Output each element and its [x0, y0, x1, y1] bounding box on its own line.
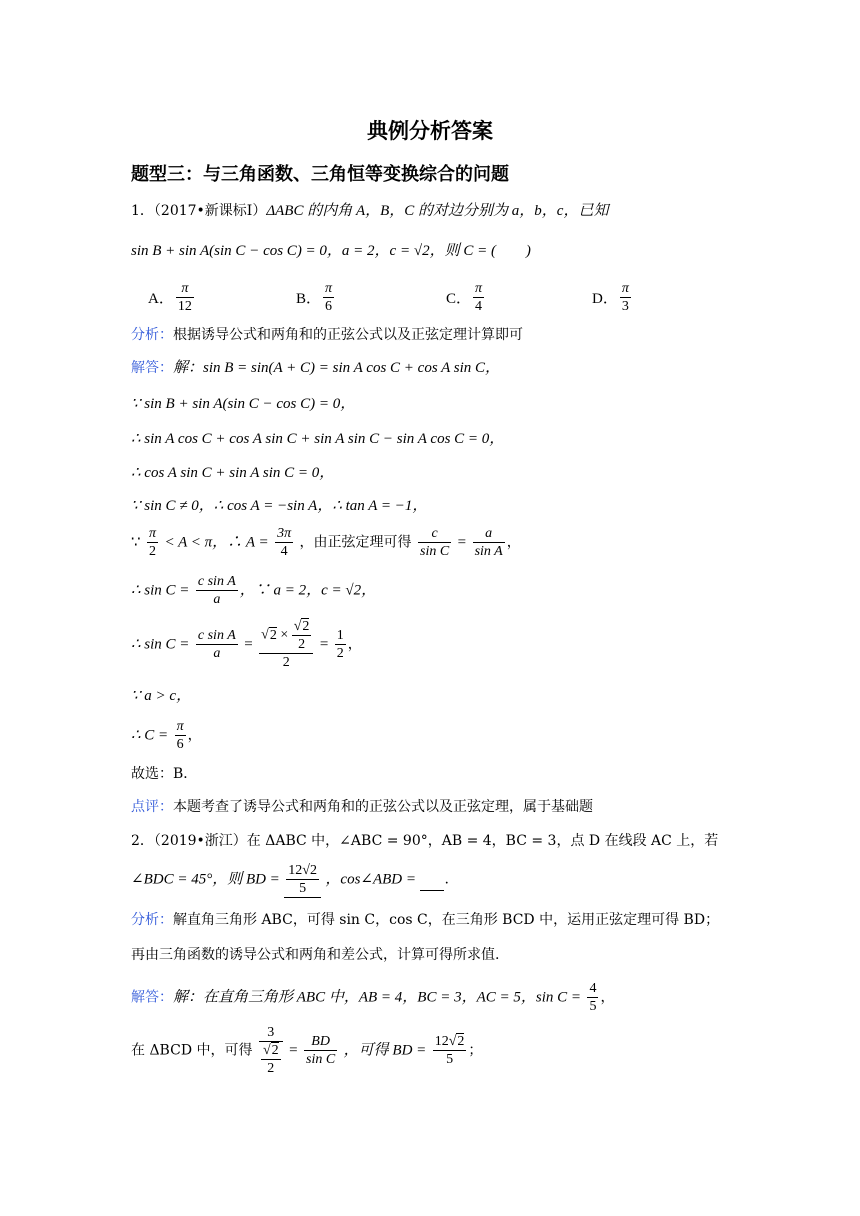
q1-comment: 点评：本题考查了诱导公式和两角和的正弦公式以及正弦定理，属于基础题: [131, 799, 593, 815]
q1-option-d[interactable]: D． $\frac{\pi}{3}$: [592, 281, 629, 314]
q1-stem-line1: [131, 201, 608, 221]
q2-blank: [420, 870, 444, 891]
q1-number: 1．（2017•新课标Ⅰ）: [131, 203, 267, 219]
q2-stem-line1: 2．（2019•浙江）在 ΔABC 中，∠ABC = 90°，AB = 4，BC = 3，点 D 在线段 AC 上，若: [131, 833, 719, 849]
q2-analysis-2: 再由三角函数的诱导公式和两角和差公式，计算可得所求值.: [131, 947, 500, 963]
q1-option-c[interactable]: C． $\frac{\pi}{4}$: [446, 281, 483, 314]
q1-stem-a: ΔABC 的内角 A，B，C 的对边分别为 a，b，c，已知: [266, 203, 609, 219]
q1-solution-step-10: ∴ C = $\frac{\pi}{6}$ ，: [131, 719, 202, 752]
answer-tag: 解答：: [131, 989, 173, 1006]
q2-solution-step-1: 解答：解：在直角三角形 ABC 中，AB = 4，BC = 3，AC = 5，sin C = $\frac{4}{5}$ ，: [131, 981, 615, 1014]
q1-solution-step-7: ∴ sin C = $\frac{\text{c sin A}}{a}$ ，∵ a = 2，c = √2，: [131, 574, 377, 607]
q1-option-b[interactable]: B． $\frac{\pi}{6}$: [296, 281, 333, 314]
analysis-tag: 分析：: [131, 327, 173, 343]
q1-stem-line2: sin B + sin A(sin C − cos C) = 0，a = 2，c = √2，则 C = ( ): [131, 243, 531, 259]
q2-solution-step-2: 在 ΔBCD 中，可得 $\frac{3}{\frac{√2}{2}}$ = $\frac{BD}{\text{sin C}}$ ，可得 BD = $\frac{12√2}{5}$ ；: [131, 1025, 483, 1076]
q1-solution-step-3: ∴ sin A cos C + cos A sin C + sin A sin C − sin A cos C = 0，: [131, 431, 505, 447]
q1-solution-step-8: ∴ sin C = $\frac{\text{c sin A}}{a}$ = √2 × $\frac{√2}{2}$ 2 = $\frac{1}{2}$ ，: [131, 619, 362, 670]
q2-bd-answer-num: 12√2: [288, 863, 317, 878]
q2-stem-line2: ∠BDC = 45°，则 BD = $\frac{12√2}{5}$ ，cos∠ABD = .: [131, 863, 449, 896]
q1-option-a[interactable]: A． $\frac{\pi}{12}$: [148, 281, 192, 314]
q1-solution-step-4: ∴ cos A sin C + sin A sin C = 0，: [131, 465, 335, 481]
answer-tag: 解答：: [131, 360, 173, 376]
q1-choice: 故选：B．: [131, 766, 198, 782]
analysis-tag: 分析：: [131, 912, 173, 928]
q1-solution-step-1: 解答：解：sin B = sin(A + C) = sin A cos C + cos A sin C，: [131, 360, 501, 376]
q1-solution-step-2: ∵ sin B + sin A(sin C − cos C) = 0，: [131, 396, 356, 412]
comment-tag: 点评：: [131, 799, 173, 815]
q1-analysis: 分析：根据诱导公式和两角和的正弦公式以及正弦定理计算即可: [131, 327, 523, 343]
q1-solution-step-5: ∵ sin C ≠ 0，∴ cos A = −sin A，∴ tan A = −1，: [131, 498, 428, 514]
q2-bd-answer-den: 5: [299, 881, 307, 896]
page-title: 典例分析答案: [367, 119, 493, 143]
q1-solution-step-6: ∵ $\frac{\pi}{2}$ < A < π，∴ A = $\frac{3\pi}{4}$ ，由正弦定理可得 $\frac{c}{\text{sin C}}$ = $\frac{a}{\text{sin A}}$ ，: [131, 526, 521, 559]
section-heading: 题型三：与三角函数、三角恒等变换综合的问题: [131, 164, 509, 185]
q2-analysis-1: 分析：解直角三角形 ABC，可得 sin C，cos C，在三角形 BCD 中，运用正弦定理可得 BD；: [131, 912, 720, 928]
q1-solution-step-9: ∵ a > c，: [131, 688, 192, 704]
